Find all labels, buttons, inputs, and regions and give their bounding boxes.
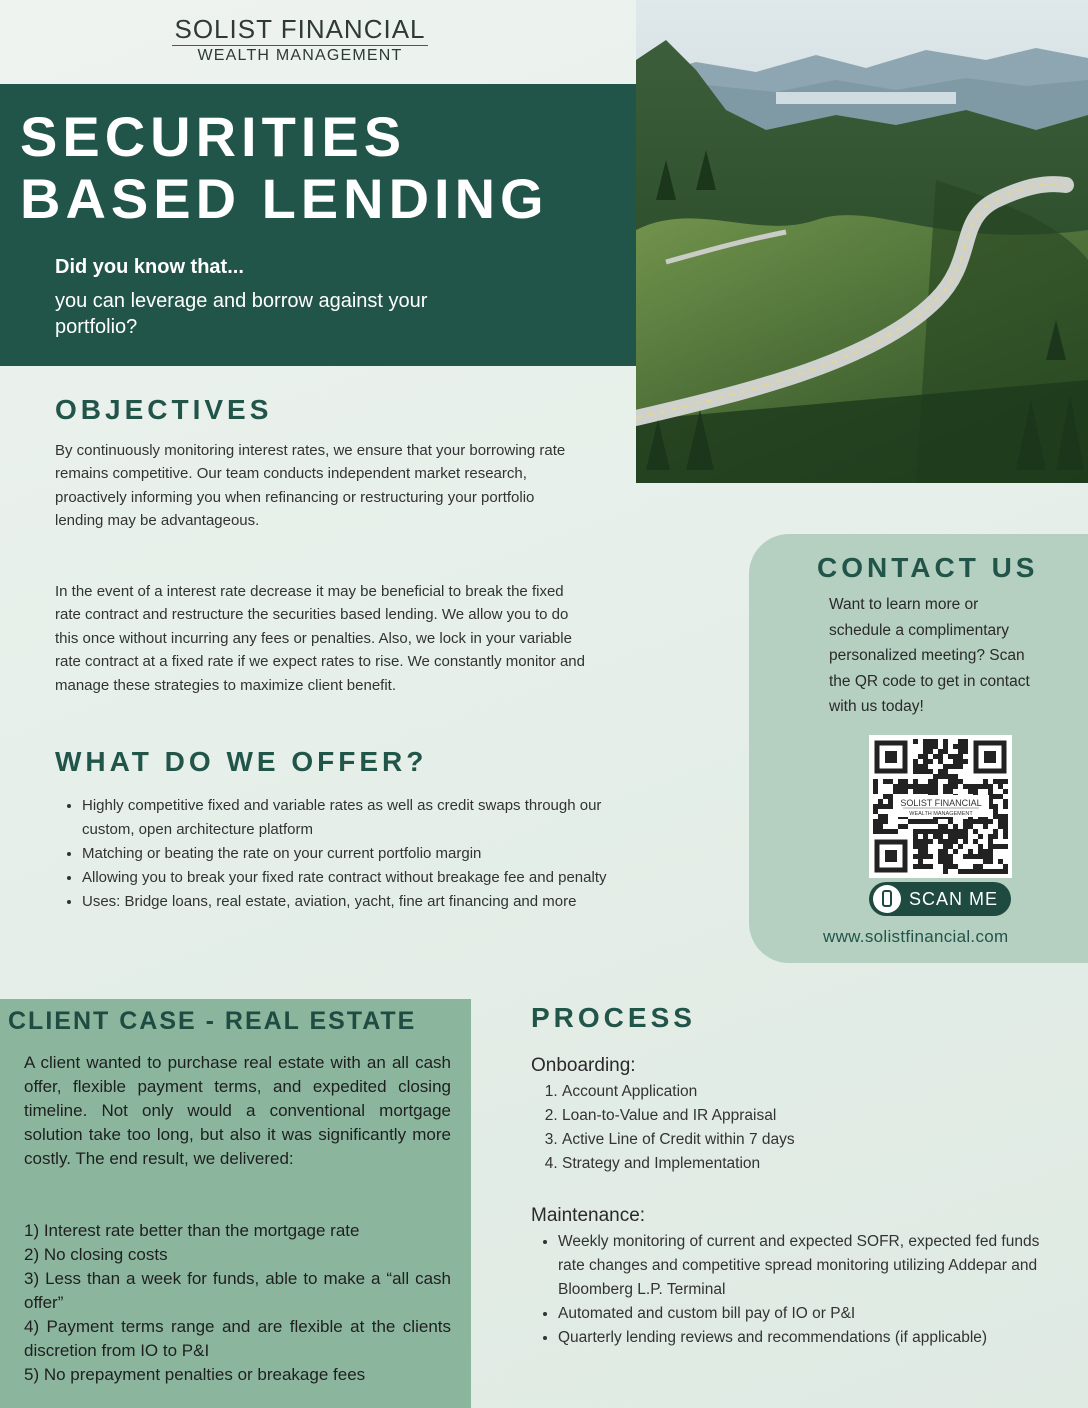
objectives-heading: OBJECTIVES: [55, 394, 273, 425]
list-item: 4. Strategy and Implementation: [562, 1152, 1062, 1176]
company-logo: [150, 14, 450, 65]
list-item: 4) Payment terms range and are flexible at the clients discretion from IO to P&I: [24, 1317, 451, 1360]
website-link[interactable]: www.solistfinancial.com: [823, 927, 1009, 946]
contact-text: Want to learn more or schedule a complimentary personalized meeting? Scan the QR code to get in contact with us today!: [829, 596, 1030, 715]
scan-me-button[interactable]: [869, 882, 1011, 916]
list-item: 5) No prepayment penalties or breakage fees: [24, 1365, 366, 1384]
client-case-paragraph: A client wanted to purchase real estate with an all cash offer, flexible payment terms, and expedited closing timeline. Not only would a conventional mortgage solution take too long, but also it was significantly more costly. The end result, we delivered:: [24, 1053, 451, 1168]
list-item: • Quarterly lending reviews and recommendations (if applicable): [558, 1326, 1058, 1350]
logo-divider: [172, 45, 428, 46]
contact-heading: CONTACT US: [817, 552, 1039, 583]
onboarding-heading: Onboarding:: [531, 1055, 636, 1076]
list-item: • Automated and custom bill pay of IO or P&I: [558, 1302, 1058, 1326]
maintenance-list: [531, 1230, 1058, 1350]
list-item: 1. Account Application: [562, 1080, 1062, 1104]
list-item: 3. Active Line of Credit within 7 days: [562, 1128, 1062, 1152]
list-item: • Weekly monitoring of current and expected SOFR, expected fed funds rate changes and competitive spread monitoring utilizing Addepar and Bloomberg L.P. Terminal: [558, 1230, 1058, 1302]
process-heading: PROCESS: [531, 1002, 696, 1033]
logo-tagline: WEALTH MANAGEMENT: [197, 47, 403, 64]
onboarding-list: [531, 1080, 1062, 1176]
qr-logo-name: SOLIST FINANCIAL: [900, 798, 982, 808]
list-item: 3) Less than a week for funds, able to make a “all cash offer”: [24, 1269, 451, 1312]
hero-banner: [0, 84, 636, 366]
scan-me-label: SCAN ME: [909, 889, 999, 909]
offer-list: [55, 794, 612, 914]
list-item: • Highly competitive fixed and variable rates as well as credit swaps through our custom, open architecture platform: [82, 794, 612, 842]
title-line-1: SECURITIES: [20, 105, 407, 168]
offer-heading: WHAT DO WE OFFER?: [55, 746, 428, 777]
qr-code[interactable]: [869, 735, 1012, 878]
list-item: 1) Interest rate better than the mortgage rate: [24, 1221, 360, 1240]
logo-name: SOLIST FINANCIAL: [174, 14, 426, 44]
objectives-paragraph-2: In the event of a interest rate decrease it may be beneficial to break the fixed rate contract and restructure the securities based lending. We allow you to do this once without incurring any fees or penalties. Also, we lock in your variable rate contract at a fixed rate if we expect rates to rise. We constantly monitor and manage these strategies to maximize client benefit.: [55, 583, 585, 694]
hero-question: Did you know that...: [55, 256, 244, 278]
title-line-2: BASED LENDING: [20, 167, 549, 230]
phone-icon: [873, 885, 901, 913]
list-item: • Allowing you to break your fixed rate contract without breakage fee and penalty: [82, 866, 612, 890]
page-title: [20, 106, 636, 230]
list-item: • Matching or beating the rate on your current portfolio margin: [82, 842, 612, 866]
client-case-heading: CLIENT CASE - REAL ESTATE: [8, 1007, 417, 1035]
landscape-icon: [636, 0, 1088, 483]
contact-card: [749, 534, 1088, 963]
client-case-results: [24, 1219, 451, 1387]
client-case-panel: [0, 999, 471, 1408]
qr-logo-tagline: WEALTH MANAGEMENT: [909, 811, 973, 817]
hero-subtitle: you can leverage and borrow against your portfolio?: [55, 290, 428, 338]
list-item: 2) No closing costs: [24, 1245, 168, 1264]
maintenance-heading: Maintenance:: [531, 1205, 646, 1226]
list-item: 2. Loan-to-Value and IR Appraisal: [562, 1104, 1062, 1128]
objectives-paragraph-1: By continuously monitoring interest rates, we ensure that your borrowing rate remains competitive. Our team conducts independent market research, proactively informing you when refinancing or restructuring your portfolio lending may be advantageous.: [55, 442, 566, 530]
list-item: • Uses: Bridge loans, real estate, aviation, yacht, fine art financing and more: [82, 890, 612, 914]
